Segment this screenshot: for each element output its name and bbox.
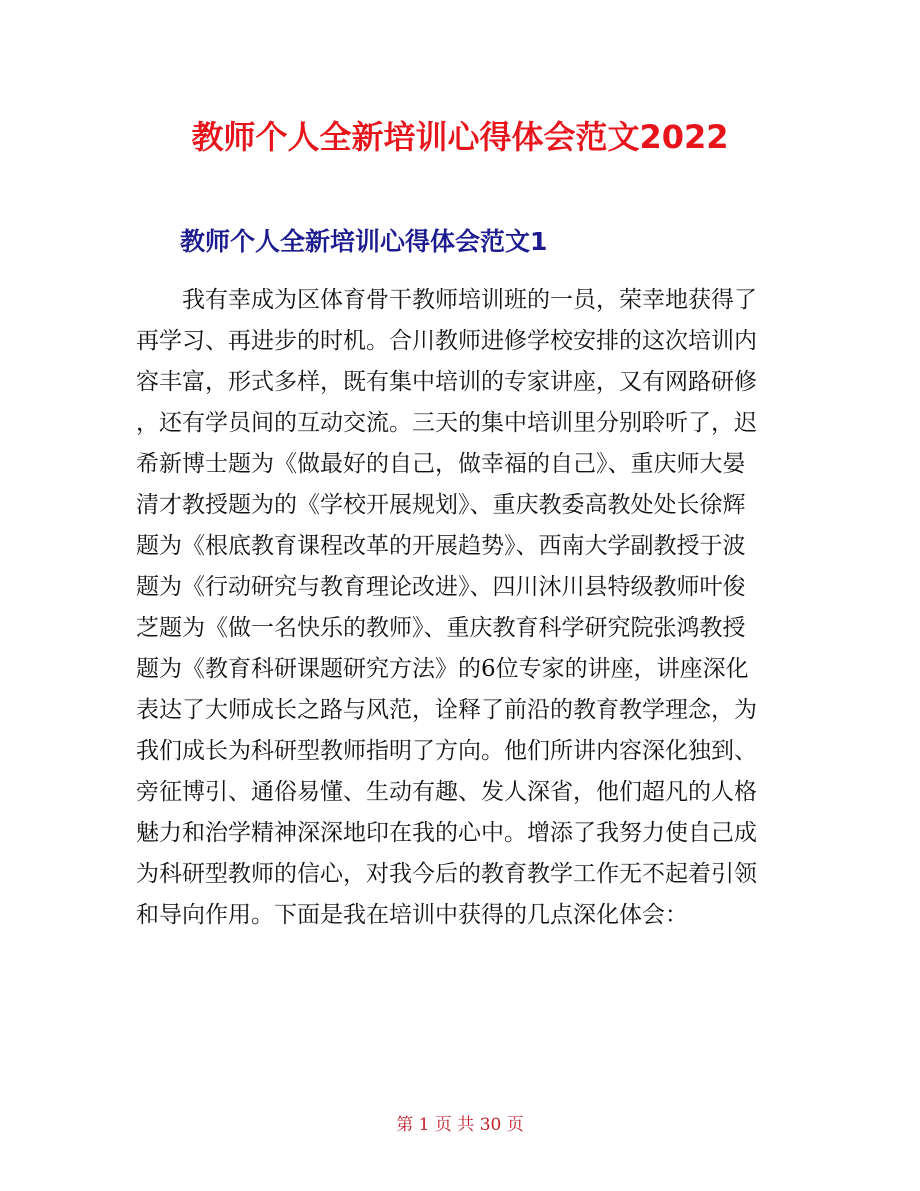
paragraph-line: 旁征博引、通俗易懂、生动有趣、发人深省，他们超凡的人格 [136, 779, 757, 805]
paragraph-line: 表达了大师成长之路与风范，诠释了前沿的教育教学理念，为 [136, 697, 757, 723]
page-footer: 第 1 页 共 30 页 [396, 1115, 524, 1135]
body-paragraph [136, 280, 786, 936]
paragraph-line: 我有幸成为区体育骨干教师培训班的一员，荣幸地获得了 [182, 287, 757, 313]
paragraph-line: 题为《根底教育课程改革的开展趋势》、西南大学副教授于波 [136, 533, 746, 559]
paragraph-line: 清才教授题为的《学校开展规划》、重庆教委高教处处长徐辉 [136, 492, 746, 518]
paragraph-line: ，还有学员间的互动交流。三天的集中培训里分别聆听了，迟 [136, 410, 757, 436]
paragraph-line: 我们成长为科研型教师指明了方向。他们所讲内容深化独到、 [136, 738, 757, 764]
paragraph-line: 希新博士题为《做最好的自己，做幸福的自己》、重庆师大晏 [136, 451, 746, 477]
section-heading: 教师个人全新培训心得体会范文1 [180, 227, 548, 256]
paragraph-line: 容丰富，形式多样，既有集中培训的专家讲座，又有网路研修 [136, 369, 757, 395]
paragraph-line: 为科研型教师的信心，对我今后的教育教学工作无不起着引领 [136, 861, 757, 887]
paragraph-line: 和导向作用。下面是我在培训中获得的几点深化体会： [136, 902, 688, 928]
paragraph-line: 再学习、再进步的时机。合川教师进修学校安排的这次培训内 [136, 328, 757, 354]
paragraph-line: 芝题为《做一名快乐的教师》、重庆教育科学研究院张鸿教授 [136, 615, 746, 641]
paragraph-line: 魅力和治学精神深深地印在我的心中。增添了我努力使自己成 [136, 820, 757, 846]
paragraph-line: 题为《行动研究与教育理论改进》、四川沐川县特级教师叶俊 [136, 574, 746, 600]
document-title: 教师个人全新培训心得体会范文2022 [191, 118, 729, 156]
paragraph-line: 题为《教育科研课题研究方法》的6位专家的讲座，讲座深化 [136, 656, 749, 682]
